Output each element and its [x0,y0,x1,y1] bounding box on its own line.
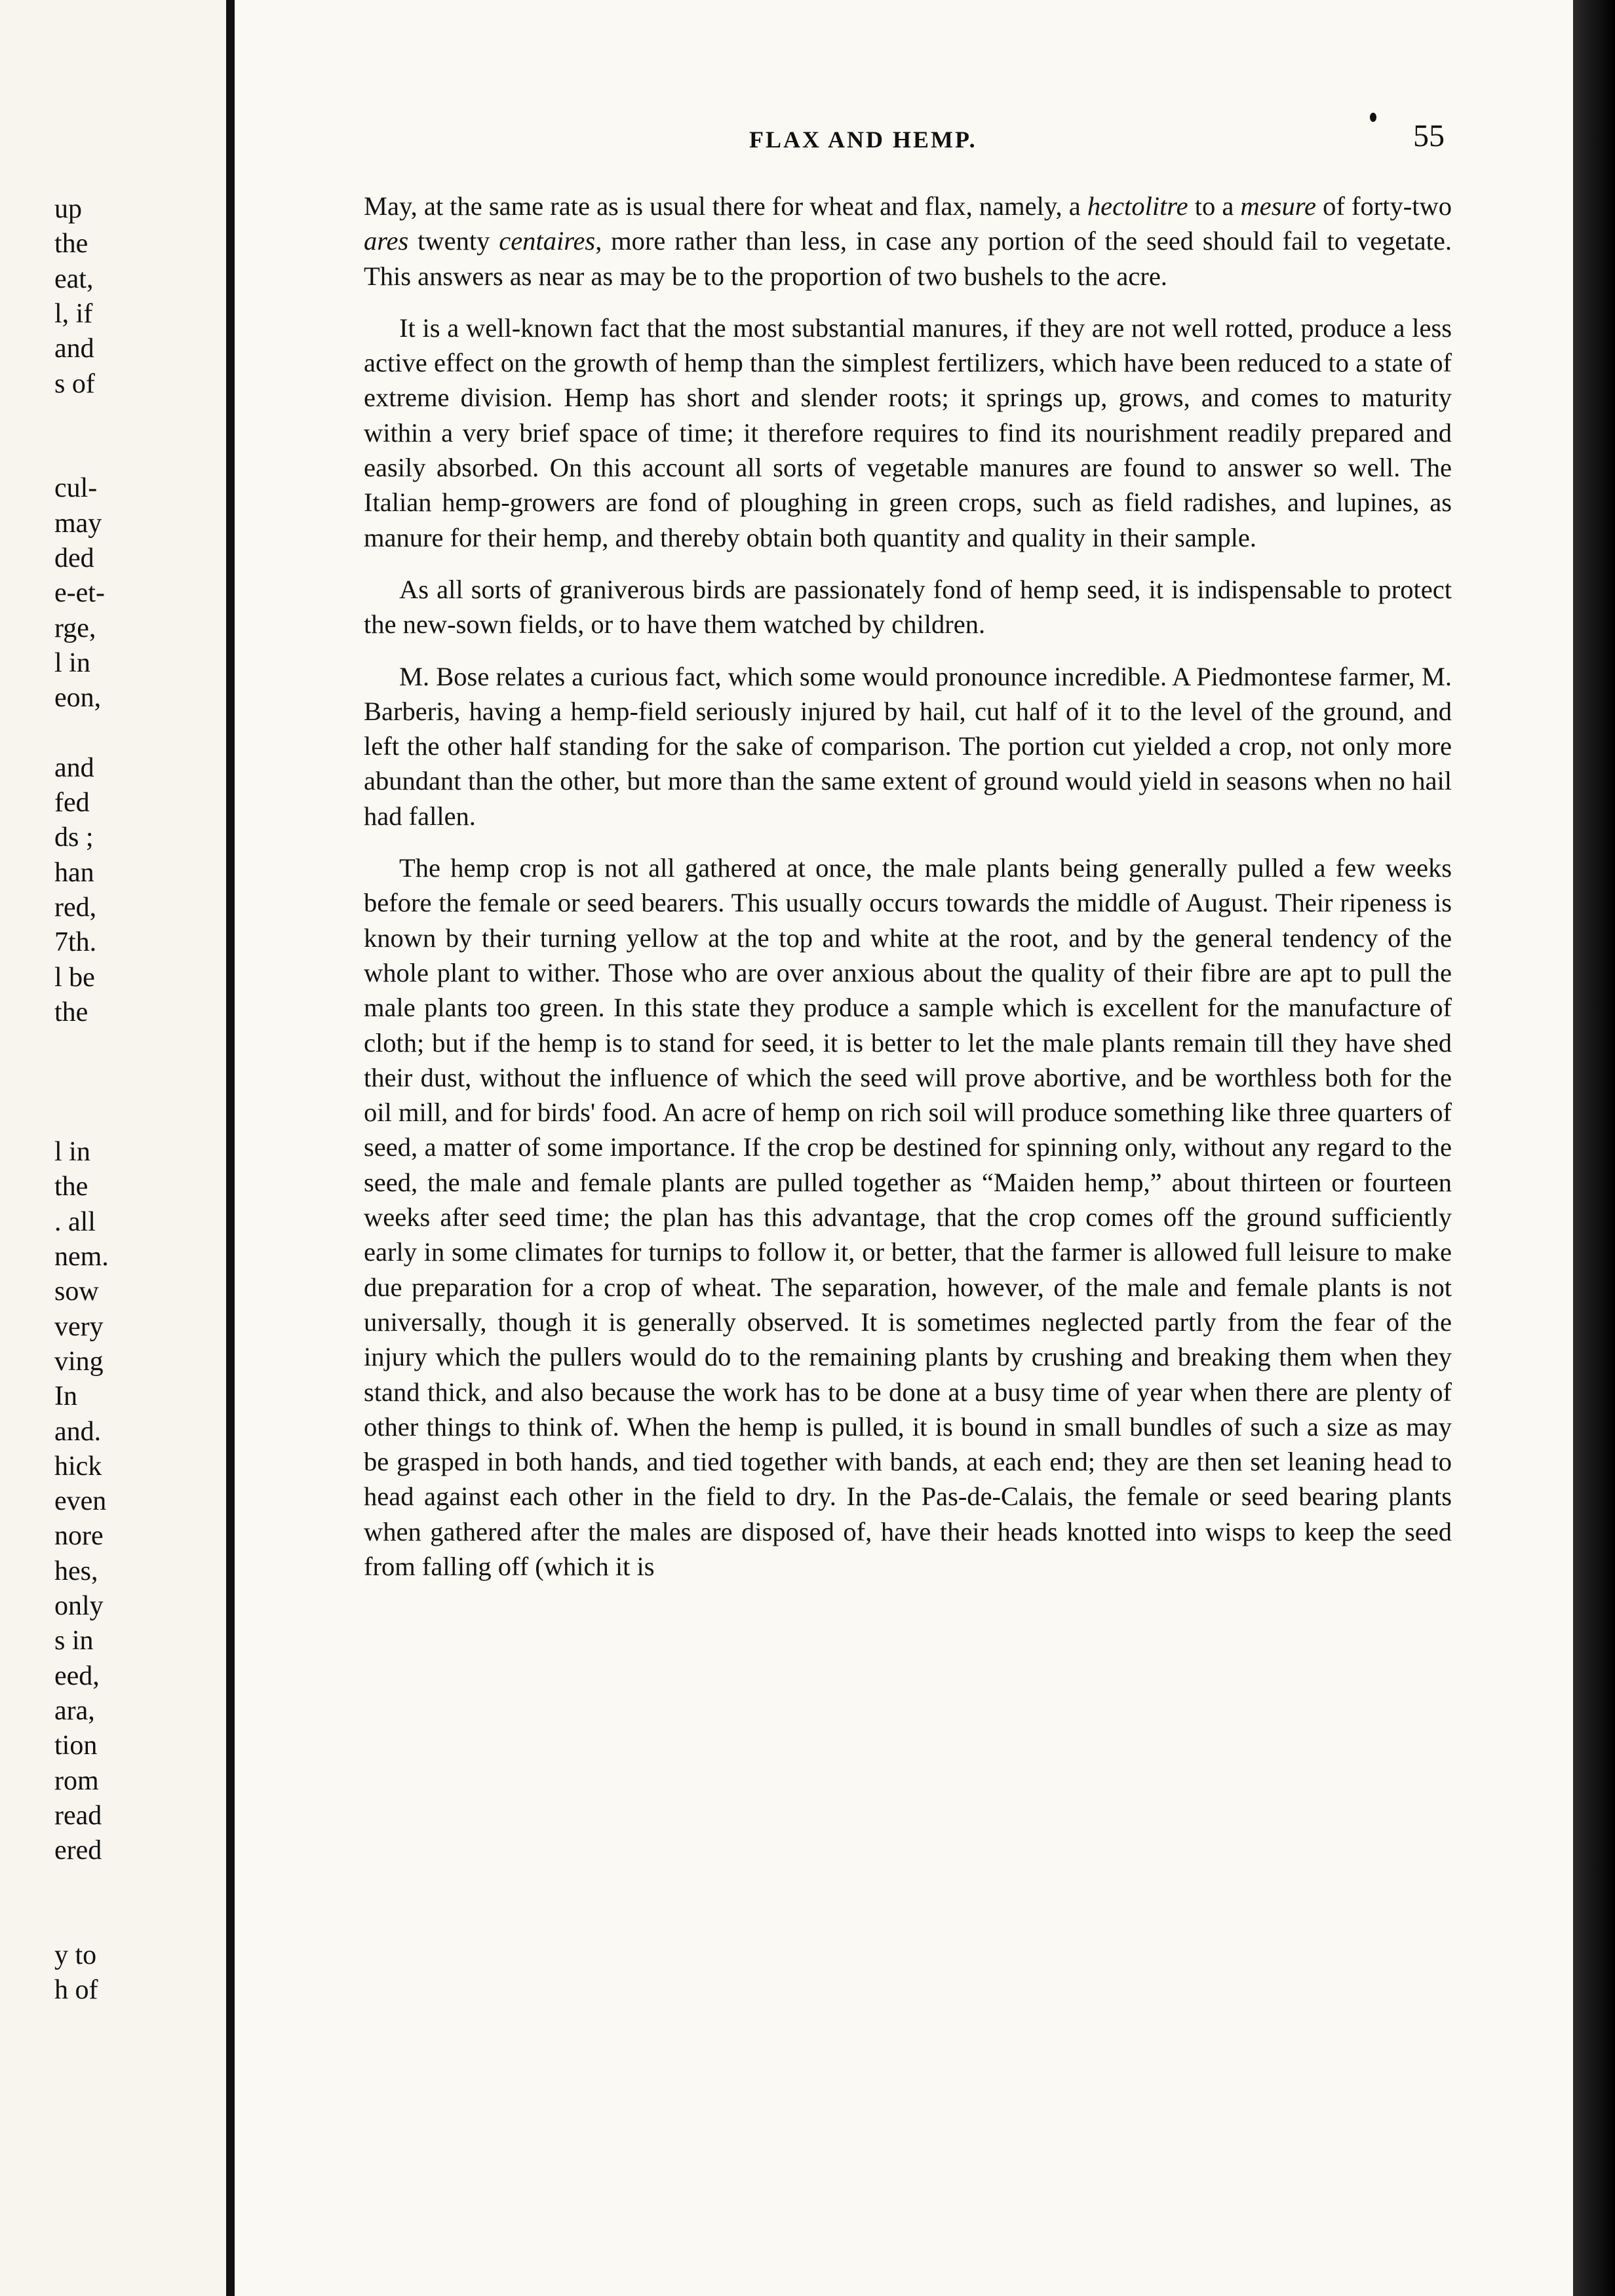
left-page-fragment: han [54,857,94,888]
left-page-fragment: y to [54,1940,97,1970]
paragraph [364,311,1452,555]
left-page-fragment: 7th. [54,927,97,958]
left-page-fragment: even [54,1486,107,1517]
left-page-fragment: h of [54,1975,98,2006]
italic-term: centaires [499,226,596,256]
text-run: May, at the same rate as is usual there for wheat and flax, namely, a [364,191,1087,221]
text-run: to a [1188,191,1241,221]
left-page-fragment: red, [54,892,97,923]
left-page-fragment: hes, [54,1556,98,1586]
left-page-fragment: ds ; [54,822,94,853]
left-page-fragment: nem. [54,1242,109,1272]
running-title: FLAX AND HEMP. [749,126,977,153]
left-page-fragment: ara, [54,1695,95,1726]
book-gutter [226,0,235,2296]
text-run: It is a well-known fact that the most substantial manures, if they are not well rotted, produce a less active effect on the growth of hemp than the simplest fertilizers, which have been reduced to a state of extreme division. Hemp has short and slender roots; it springs up, grows, and comes to maturity within a very brief space of time; it therefore requires to find its nourishment readily prepared and easily absorbed. On this account all sorts of vegetable manures are found to answer so well. The Italian hemp-growers are fond of ploughing in green crops, such as field radishes, and lupines, as manure for their hemp, and thereby obtain both quantity and quality in their sample. [364,313,1452,552]
left-page-fragment: ded [54,543,94,573]
left-page-fragment: s in [54,1626,94,1656]
left-page-fragment: l in [54,647,90,678]
left-page-fragment: hick [54,1451,102,1482]
left-page-fragment: In [54,1381,77,1412]
left-page-fragment: l in [54,1137,90,1168]
left-page-fragment: e-et- [54,578,105,609]
left-page-fragment: up [54,194,82,224]
left-page-fragment: fed [54,788,90,818]
paragraph [364,572,1452,642]
left-page-fragment: read [54,1800,102,1831]
text-run: twenty [408,226,499,256]
paragraph [364,851,1452,1584]
left-page-fragment: and [54,752,94,783]
left-page-fragment: eed, [54,1660,100,1691]
body-text [364,189,1452,1601]
paragraph [364,189,1452,294]
left-page-fragment: the [54,229,88,259]
text-run: of forty-two [1316,191,1452,221]
italic-term: hectolitre [1087,191,1188,221]
left-page-fragment: the [54,1172,88,1202]
ink-mark [1370,113,1376,122]
left-page-fragment: eat, [54,263,94,294]
text-run: The hemp crop is not all gathered at once, the male plants being generally pulled a few weeks before the female or seed bearers. This usually occurs towards the middle of August. Their ripeness is known by their turning yellow at the top and white at the root, and by the general tendency of the whole plant to wither. Those who are over anxious about the quality of their fibre are apt to pull the male plants too green. In this state they produce a sample which is excellent for the manufacture of cloth; but if the hemp is to stand for seed, it is better to let the male plants remain till they have shed their dust, without the influence of which the seed will prove abortive, and be worthless both for the oil mill, and for birds' food. An acre of hemp on rich soil will produce something like three quarters of seed, a matter of some importance. If the crop be destined for spinning only, without any regard to the seed, the male and female plants are pulled together as “Maiden hemp,” about thirteen or fourteen weeks after seed time; the plan has this advantage, that the crop comes off the ground sufficiently early in some climates for turnips to follow it, or better, that the farmer is allowed full leisure to make due preparation for a crop of wheat. The separation, however, of the male and female plants is not universally, though it is generally observed. It is sometimes neglected partly from the fear of the injury which the pullers would do to the remaining plants by crushing and breaking them when they stand thick, and also because the work has to be done at a busy time of year when there are plenty of other things to think of. When the hemp is pulled, it is bound in small bundles of such a size as may be grasped in both hands, and tied together with bands, at each end; they are then set leaning head to head against each other in the field to dry. In the Pas-de-Calais, the female or seed bearing plants when gathered after the males are disposed of, have their heads knotted into wisps to keep the seed from falling off (which it is [364,853,1452,1581]
italic-term: mesure [1240,191,1316,221]
left-page-fragment: eon, [54,683,102,714]
left-page-fragment: ving [54,1346,104,1377]
left-page-fragment: l, if [54,298,93,329]
left-page-fragment: and. [54,1416,102,1447]
italic-term: ares [364,226,409,256]
right-edge-shadow [1573,0,1615,2296]
left-page-text-fragments [0,0,226,2296]
text-run: M. Bose relates a curious fact, which some would pronounce incredible. A Piedmontese farmer, M. Barberis, having a hemp-field seriously injured by hail, cut half of it to the level of the ground, and left the other half standing for the sake of comparison. The portion cut yielded a crop, not only more abundant than the other, but more than the same extent of ground would yield in seasons when no hail had fallen. [364,661,1452,831]
left-page-fragment: very [54,1311,104,1342]
left-page-fragment: may [54,508,102,539]
left-page-fragment: and [54,334,94,364]
left-page-fragment: l be [54,962,95,993]
paragraph [364,659,1452,833]
left-page-fragment: only [54,1591,104,1621]
page-number: 55 [1413,119,1445,153]
left-page-fragment: the [54,997,88,1027]
text-run: , more rather than less, in case any portion of the seed should fail to vegetate. This answers as near as may be to the proportion of two bushels to the acre. [364,226,1452,291]
left-page-fragment: tion [54,1731,98,1761]
text-run: As all sorts of graniverous birds are passionately fond of hemp seed, it is indispensable to protect the new-sown fields, or to have them watched by children. [364,574,1452,640]
left-page-fragment: cul- [54,473,98,504]
left-page-fragment: s of [54,368,95,399]
left-page-fragment: . all [54,1206,96,1237]
left-page-fragment: ered [54,1835,102,1866]
left-page-fragment: rom [54,1765,99,1796]
left-page-fragment: nore [54,1521,104,1552]
left-page-fragment: rge, [54,613,96,643]
left-page-fragment: sow [54,1276,99,1307]
